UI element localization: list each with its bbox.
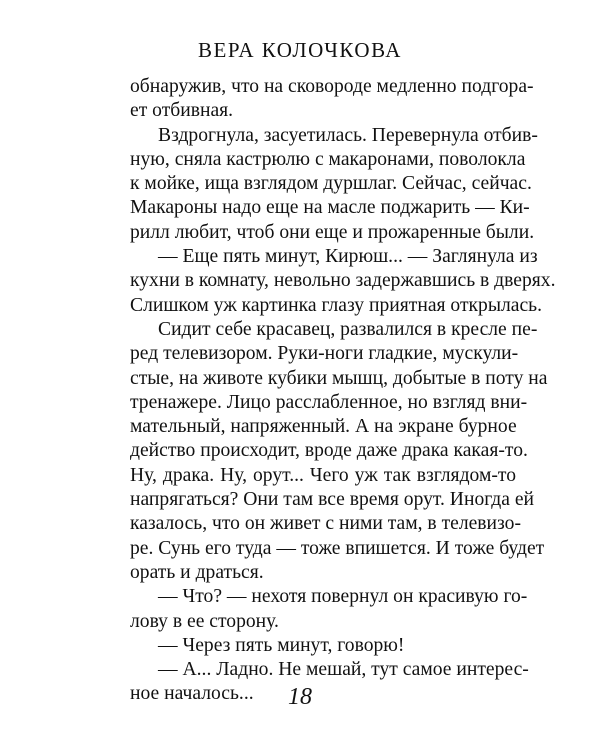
text-line: мательный, напряженный. А на экране бурное — [130, 416, 517, 438]
text-line: ред телевизором. Руки-ноги гладкие, мускули- — [130, 343, 519, 365]
text-line: — Что? — нехотя повернул он красивую го- — [158, 586, 528, 608]
text-line: тренажере. Лицо расслабленное, но взгляд вни- — [130, 391, 528, 413]
text-line: — Еще пять минут, Кирюш... — Заглянула из — [158, 246, 538, 268]
text-line: к мойке, ища взглядом дуршлаг. Сейчас, сейчас. — [130, 173, 532, 195]
text-line: — Через пять минут, говорю! — [158, 634, 405, 656]
text-line: Ну, драка. Ну, орут... Чего уж так взглядом-то — [130, 464, 516, 486]
running-title: ВЕРА КОЛОЧКОВА — [198, 38, 402, 62]
text-line: орать и драться. — [130, 561, 264, 583]
text-line: Сидит себе красавец, развалился в кресле пе- — [158, 318, 538, 340]
text-line: Макароны надо еще на масле поджарить — Ки- — [130, 197, 530, 219]
text-line: кухни в комнату, невольно задержавшись в дверях. — [130, 270, 556, 292]
text-line: ре. Сунь его туда — тоже впишется. И тоже будет — [130, 537, 545, 559]
page-number: 18 — [288, 684, 312, 710]
text-line: ную, сняла кастрюлю с макаронами, поволокла — [130, 148, 526, 170]
body-text — [130, 75, 556, 707]
text-line: рилл любит, чтоб они еще и прожаренные были. — [130, 221, 535, 243]
text-line: напрягаться? Они там все время орут. Иногда ей — [130, 489, 535, 511]
text-line: казалось, что он живет с ними там, в телевизо- — [130, 513, 521, 535]
text-line: лову в ее сторону. — [130, 610, 279, 632]
text-line: стые, на животе кубики мышц, добытые в поту на — [130, 367, 548, 389]
text-line: Слишком уж картинка глазу приятная открылась. — [130, 294, 543, 316]
text-line: — А... Ладно. Не мешай, тут самое интерес- — [158, 659, 529, 681]
text-line: действо происходит, вроде даже драка какая-то. — [130, 440, 528, 462]
text-line: ет отбивная. — [130, 100, 234, 122]
text-line: Вздрогнула, засуетилась. Перевернула отбив- — [158, 124, 538, 146]
text-line: ное началось... — [130, 683, 254, 705]
text-line: обнаружив, что на сковороде медленно подгора- — [130, 76, 534, 97]
